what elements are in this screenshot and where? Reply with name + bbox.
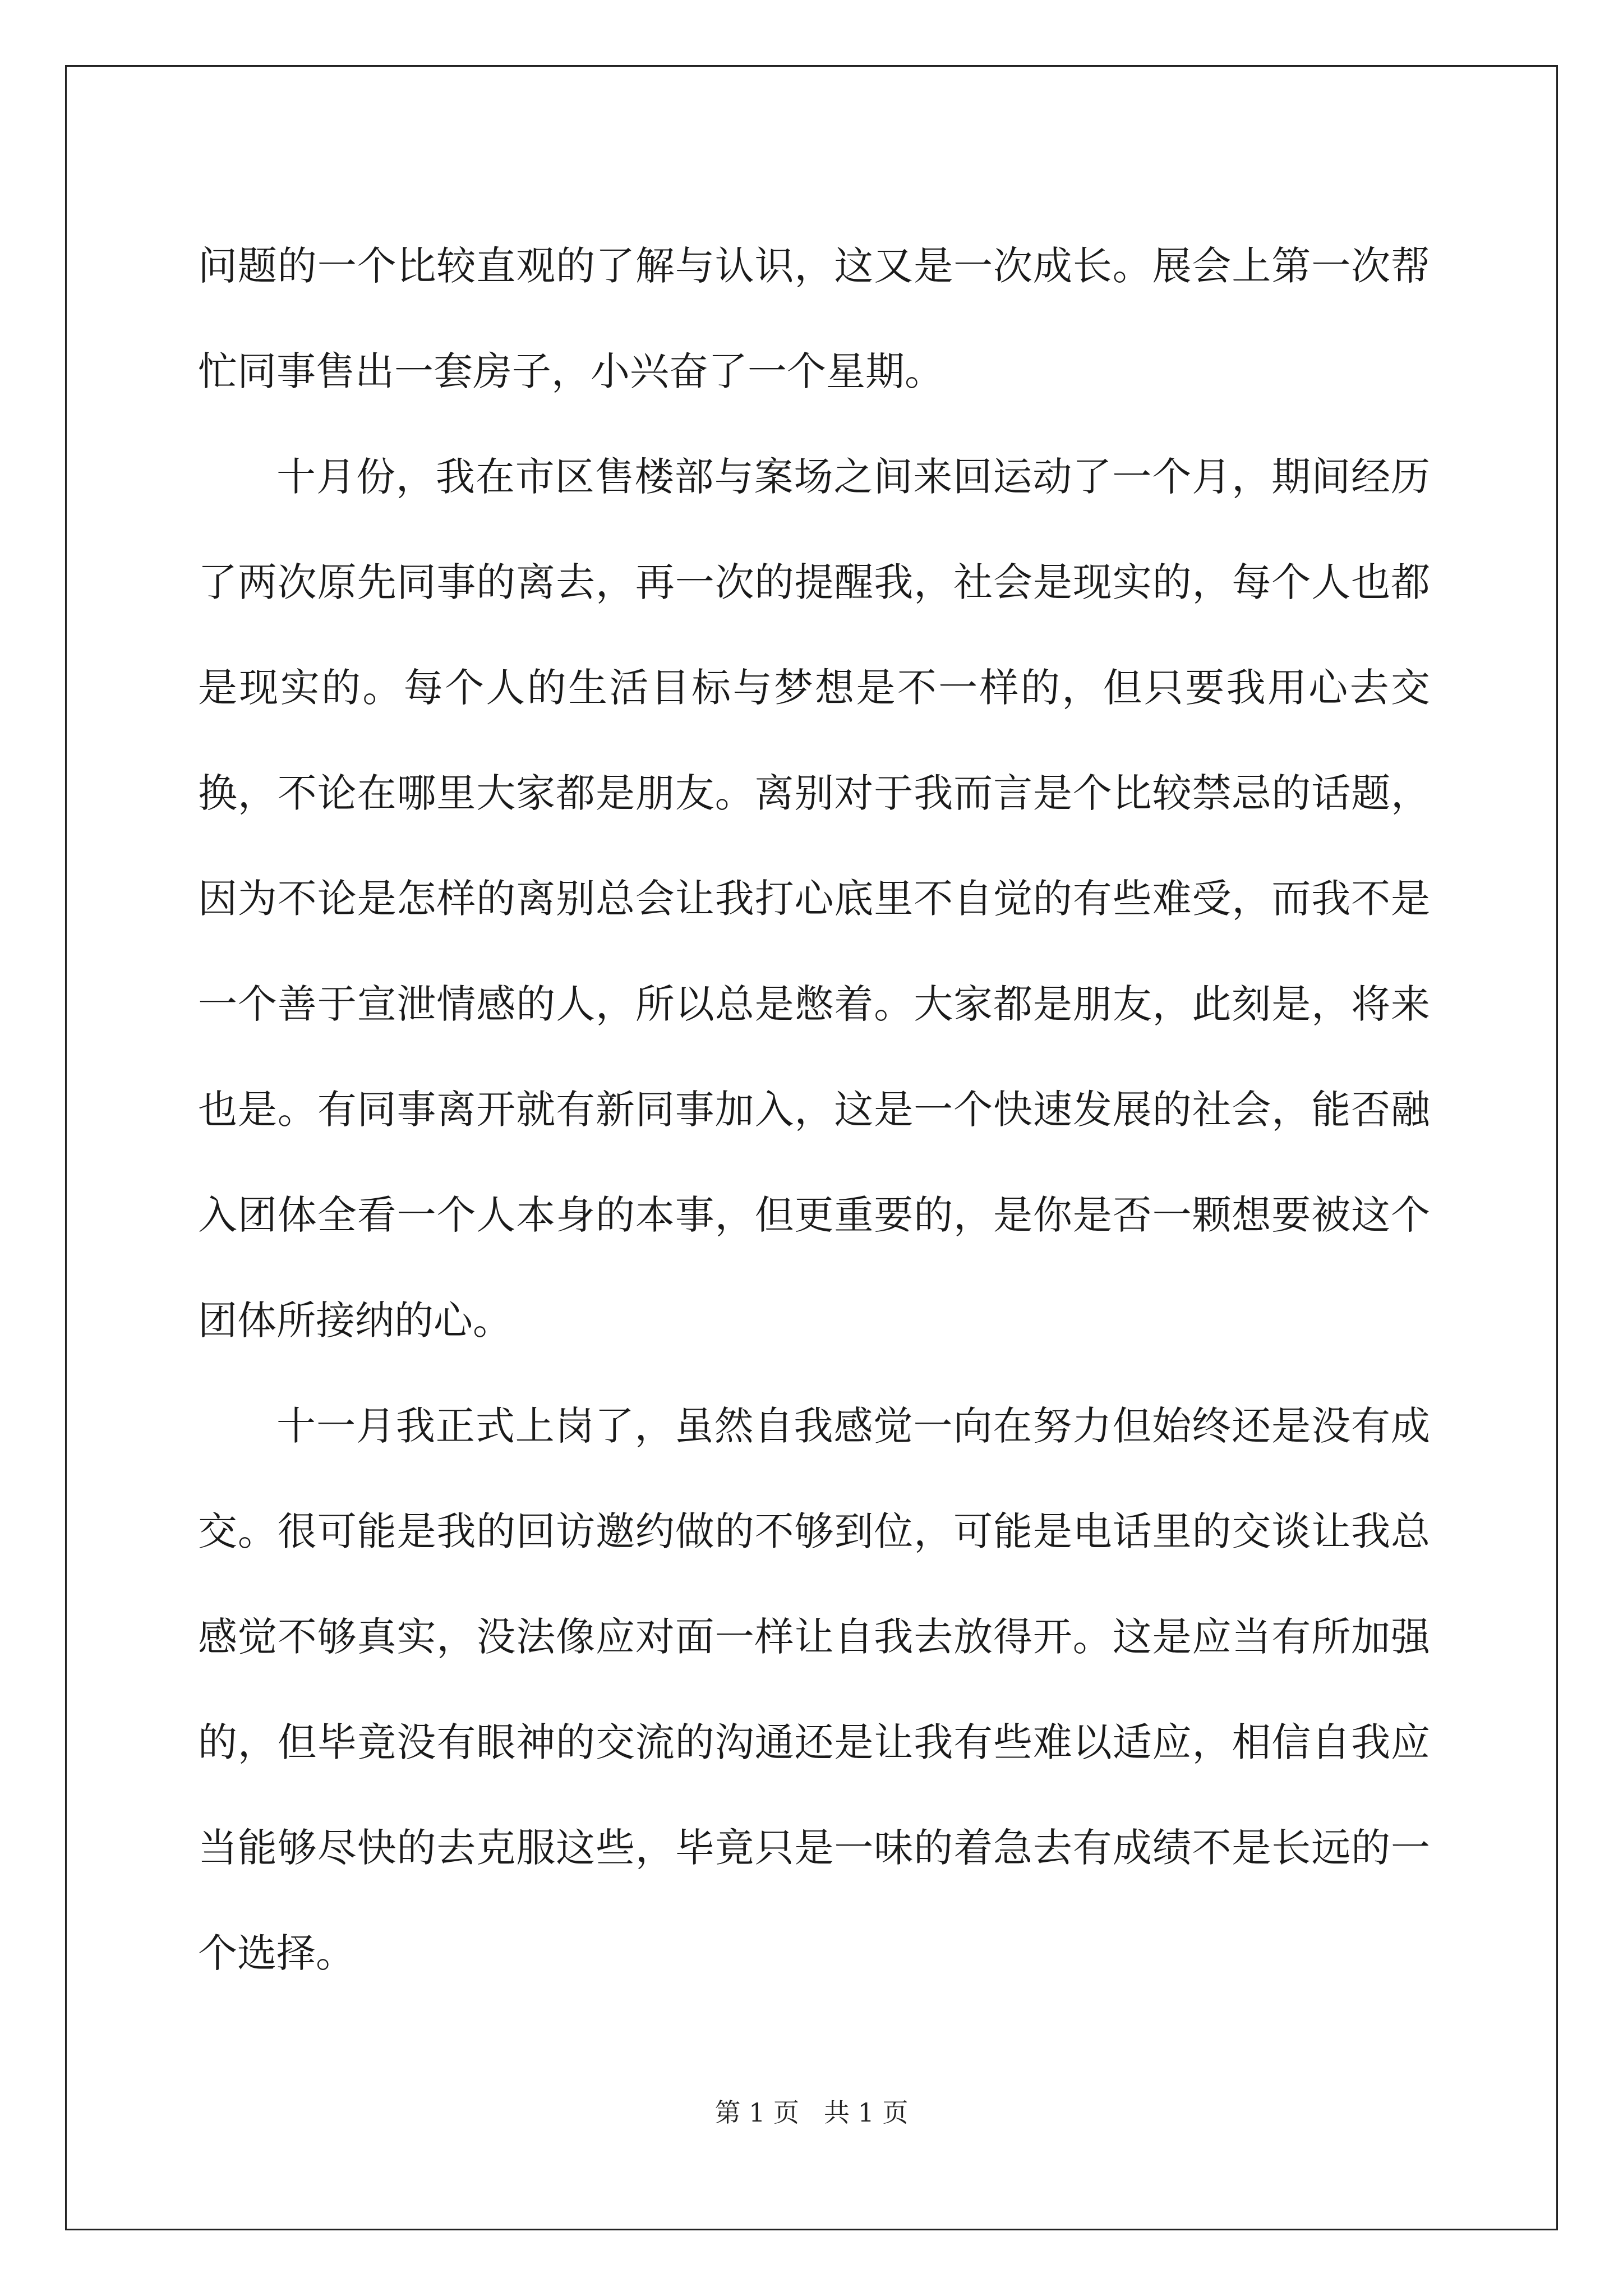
paragraph-1: 问题的一个比较直观的了解与认识，这又是一次成长。展会上第一次帮忙同事售出一套房子，小兴奋了一个星期。 bbox=[198, 243, 1430, 394]
page-number: 第 1 页 bbox=[714, 2097, 800, 2128]
paragraph-2: 十月份，我在市区售楼部与案场之间来回运动了一个月，期间经历了两次原先同事的离去，再一次的提醒我，社会是现实的，每个人也都是现实的。每个人的生活目标与梦想是不一样的，但只要我用心去交换，不论在哪里大家都是朋友。离别对于我而言是个比较禁忌的话题，因为不论是怎样的离别总会让我打心底里不自觉的有些难受，而我不是一个善于宣泄情感的人，所以总是憋着。大家都是朋友，此刻是，将来也是。有同事离开就有新同事加入，这是一个快速发展的社会，能否融入团体全看一个人本身的本事，但更重要的，是你是否一颗想要被这个团体所接纳的心。 bbox=[198, 454, 1430, 1343]
paragraph-3: 十一月我正式上岗了，虽然自我感觉一向在努力但始终还是没有成交。很可能是我的回访邀约做的不够到位，可能是电话里的交谈让我总感觉不够真实，没法像应对面一样让自我去放得开。这是应当有所加强的，但毕竟没有眼神的交流的沟通还是让我有些难以适应，相信自我应当能够尽快的去克服这些，毕竟只是一味的着急去有成绩不是长远的一个选择。 bbox=[198, 1403, 1430, 1976]
page-footer bbox=[0, 2092, 1623, 2129]
page-total: 共 1 页 bbox=[823, 2097, 909, 2128]
document-body bbox=[198, 213, 1430, 2006]
